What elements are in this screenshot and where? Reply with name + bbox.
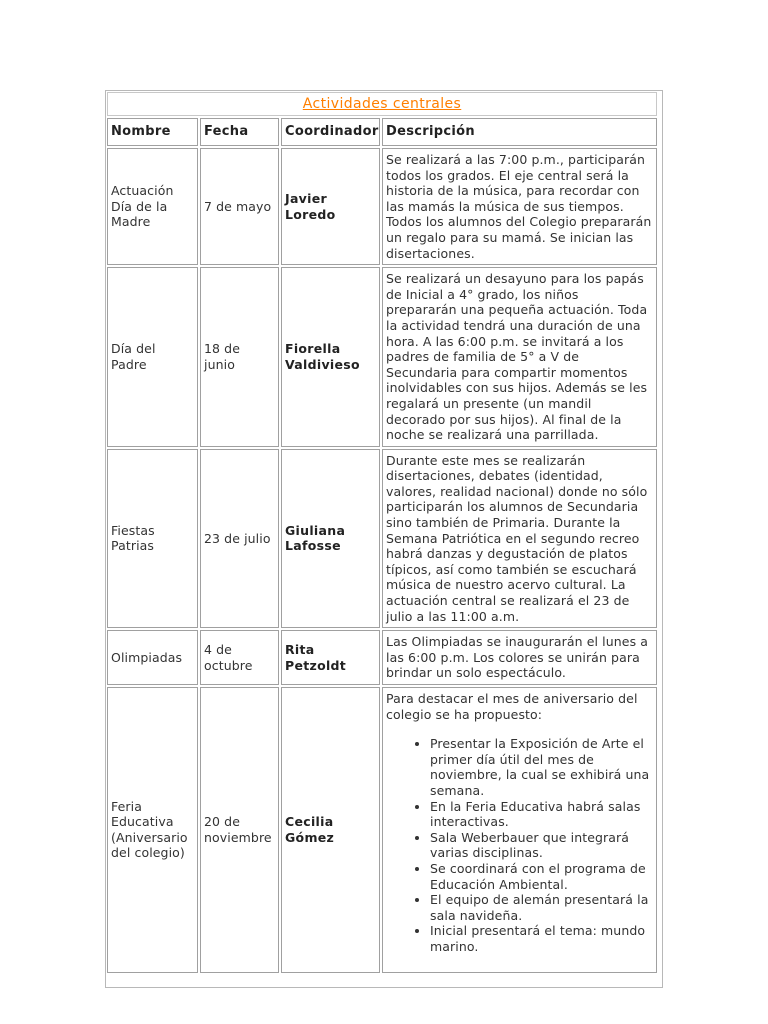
list-item: • Inicial presentará el tema: mundo marino. xyxy=(430,923,653,954)
cell-nombre: Actuación Día de la Madre xyxy=(107,148,198,265)
cell-fecha: 7 de mayo xyxy=(200,148,279,265)
cell-descripcion: Las Olimpiadas se inaugurarán el lunes a las 6:00 p.m. Los colores se unirán para brindar un solo espectáculo. xyxy=(382,630,657,685)
table-row xyxy=(107,449,657,629)
cell-fecha: 18 de junio xyxy=(200,267,279,447)
table-row xyxy=(107,148,657,265)
table-title-link[interactable]: Actividades centrales xyxy=(302,95,462,112)
list-item: • Se coordinará con el programa de Educación Ambiental. xyxy=(430,861,653,892)
header-nombre: Nombre xyxy=(107,118,198,146)
cell-fecha: 23 de julio xyxy=(200,449,279,629)
cell-coordinador: Rita Petzoldt xyxy=(281,630,380,685)
description-intro: Para destacar el mes de aniversario del colegio se ha propuesto: xyxy=(386,691,638,722)
header-descripcion: Descripción xyxy=(382,118,657,146)
cell-coordinador: Cecilia Gómez xyxy=(281,687,380,973)
list-item: • En la Feria Educativa habrá salas interactivas. xyxy=(430,799,653,830)
cell-descripcion xyxy=(382,687,657,973)
cell-coordinador: Giuliana Lafosse xyxy=(281,449,380,629)
table-row xyxy=(107,267,657,447)
cell-nombre: Fiestas Patrias xyxy=(107,449,198,629)
table-row xyxy=(107,687,657,973)
cell-coordinador: Fiorella Valdivieso xyxy=(281,267,380,447)
cell-fecha: 20 de noviembre xyxy=(200,687,279,973)
proposal-list xyxy=(386,736,653,954)
header-fecha: Fecha xyxy=(200,118,279,146)
activities-table xyxy=(105,90,659,975)
table-title-cell xyxy=(107,92,657,116)
cell-fecha: 4 de octubre xyxy=(200,630,279,685)
table-row xyxy=(107,630,657,685)
header-coordinador: Coordinador xyxy=(281,118,380,146)
cell-descripcion: Se realizará un desayuno para los papás de Inicial a 4° grado, los niños prepararán una pequeña actuación. Toda la actividad tendrá una duración de una hora. A las 6:00 p.m. se invitará a los padres de familia de 5° a V de Secundaria para compartir momentos inolvidables con sus hijos. Además se les regalará un presente (un mandil decorado por sus hijos). Al final de la noche se realizará una parrillada. xyxy=(382,267,657,447)
cell-nombre: Feria Educativa (Aniversario del colegio) xyxy=(107,687,198,973)
cell-descripcion: Durante este mes se realizarán disertaciones, debates (identidad, valores, realidad nacional) donde no sólo participarán los alumnos de Secundaria sino también de Primaria. Durante la Semana Patriótica en el segundo recreo habrá danzas y degustación de platos típicos, así como también se escuchará música de nuestro acervo cultural. La actuación central se realizará el 23 de julio a las 11:00 a.m. xyxy=(382,449,657,629)
cell-coordinador: Javier Loredo xyxy=(281,148,380,265)
cell-nombre: Día del Padre xyxy=(107,267,198,447)
list-item: • El equipo de alemán presentará la sala navideña. xyxy=(430,892,653,923)
cell-nombre: Olimpiadas xyxy=(107,630,198,685)
list-item: • Presentar la Exposición de Arte el primer día útil del mes de noviembre, la cual se exhibirá una semana. xyxy=(430,736,653,798)
list-item: • Sala Weberbauer que integrará varias disciplinas. xyxy=(430,830,653,861)
cell-descripcion: Se realizará a las 7:00 p.m., participarán todos los grados. El eje central será la historia de la música, para recordar con las mamás la música de sus tiempos. Todos los alumnos del Colegio prepararán un regalo para su mamá. Se inician las disertaciones. xyxy=(382,148,657,265)
